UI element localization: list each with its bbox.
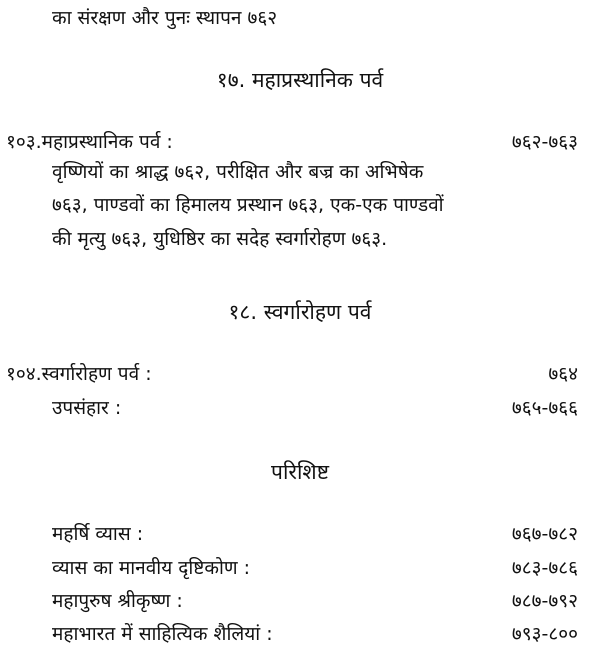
appendix-item-label: महापुरुष श्रीकृष्ण : bbox=[52, 590, 183, 612]
entry-pages-mahaprasthanik: ७६२-७६३ bbox=[511, 131, 578, 153]
entry-description-line: वृष्णियों का श्राद्ध ७६२, परीक्षित और बज्र का अभिषेक bbox=[52, 161, 424, 183]
entry-description-line: की मृत्यु ७६३, युधिष्ठिर का सदेह स्वर्गारोहण ७६३. bbox=[52, 228, 388, 250]
section-heading-swargarohan: १८. स्वर्गारोहण पर्व bbox=[228, 300, 372, 324]
entry-pages-swargarohan: ७६४ bbox=[548, 363, 578, 385]
entry-label-upsanhar: उपसंहार : bbox=[52, 397, 122, 419]
continuation-line: का संरक्षण और पुनः स्थापन ७६२ bbox=[52, 7, 278, 29]
appendix-item-pages: ७८७-७९२ bbox=[511, 590, 578, 612]
entry-label-swargarohan: १०४.स्वर्गारोहण पर्व : bbox=[6, 363, 152, 385]
entry-pages-upsanhar: ७६५-७६६ bbox=[511, 397, 578, 419]
entry-description-line: ७६३, पाण्डवों का हिमालय प्रस्थान ७६३, एक-एक पाण्डवों bbox=[52, 194, 444, 216]
appendix-item-pages: ७९३-८०० bbox=[511, 623, 578, 645]
appendix-item-label: महाभारत में साहित्यिक शैलियां : bbox=[52, 623, 273, 645]
appendix-item-pages: ७८३-७८६ bbox=[511, 557, 578, 579]
entry-label-mahaprasthanik: १०३.महाप्रस्थानिक पर्व : bbox=[6, 131, 173, 153]
appendix-item-pages: ७६७-७८२ bbox=[511, 523, 578, 545]
section-heading-parishisht: परिशिष्ट bbox=[271, 460, 329, 484]
appendix-item-label: महर्षि व्यास : bbox=[52, 523, 144, 545]
appendix-item-label: व्यास का मानवीय दृष्टिकोण : bbox=[52, 557, 251, 579]
section-heading-mahaprasthanik: १७. महाप्रस्थानिक पर्व bbox=[216, 68, 384, 92]
